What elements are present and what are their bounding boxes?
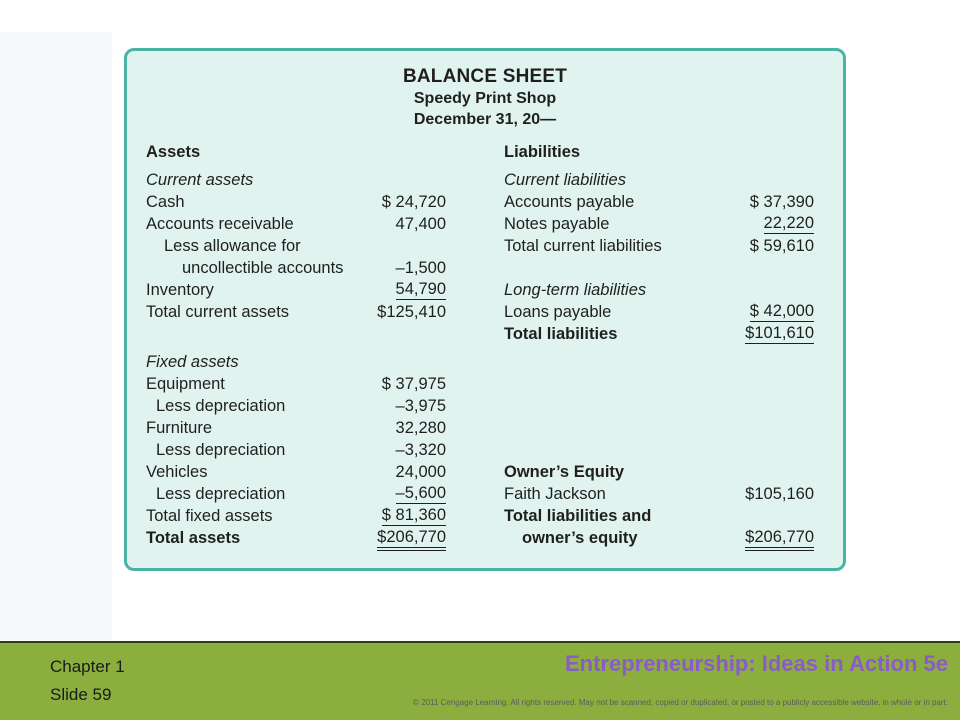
equip-dep-label: Less depreciation <box>156 397 286 415</box>
current-liabilities-heading: Current liabilities <box>504 171 626 189</box>
total-current-assets-value: $125,410 <box>377 303 446 321</box>
equipment-value: $ 37,975 <box>381 375 446 393</box>
spacer <box>146 329 446 351</box>
row-cash <box>146 191 446 213</box>
row-furniture-depreciation <box>146 439 446 461</box>
cash-value: $ 24,720 <box>381 193 446 211</box>
allowance-label-2: uncollectible accounts <box>182 259 344 277</box>
row-total-assets <box>146 527 446 549</box>
row-equipment <box>146 373 446 395</box>
fixed-assets-heading: Fixed assets <box>146 353 239 371</box>
book-title: Entrepreneurship: Ideas in Action 5e <box>564 651 948 676</box>
row-total-current-assets <box>146 301 446 329</box>
copyright-notice: © 2011 Cengage Learning. All rights reserved. May not be scanned, copied or duplicated, or posted to a publicly accessible website, in whole or in part. <box>413 698 948 707</box>
row-furniture <box>146 417 446 439</box>
row-notes-payable <box>504 213 814 235</box>
assets-column <box>146 141 446 549</box>
total-fixed-assets-label: Total fixed assets <box>146 507 273 525</box>
inventory-label: Inventory <box>146 281 214 299</box>
row-vehicles <box>146 461 446 483</box>
furn-dep-value: –3,320 <box>395 441 446 459</box>
chapter-label: Chapter 1 <box>50 657 125 676</box>
current-assets-heading: Current assets <box>146 171 254 189</box>
row-loans-payable <box>504 301 814 323</box>
ap-value: $ 37,390 <box>749 193 814 211</box>
total-liabilities-value: $101,610 <box>745 324 814 342</box>
sheet-title: BALANCE SHEET <box>402 66 568 87</box>
inventory-value: 54,790 <box>395 280 446 298</box>
total-current-assets-label: Total current assets <box>146 303 290 321</box>
sheet-header <box>127 65 843 130</box>
furniture-label: Furniture <box>146 419 213 437</box>
row-total-liab-equity-1 <box>504 505 814 527</box>
balance-sheet-card <box>124 48 846 571</box>
row-equipment-depreciation <box>146 395 446 417</box>
np-label: Notes payable <box>504 215 610 233</box>
row-vehicles-depreciation <box>146 483 446 505</box>
row-total-fixed-assets <box>146 505 446 527</box>
owners-equity-heading: Owner’s Equity <box>504 463 625 481</box>
assets-heading: Assets <box>146 143 201 161</box>
row-inventory <box>146 279 446 301</box>
furniture-value: 32,280 <box>395 419 446 437</box>
sheet-date: December 31, 20— <box>413 111 557 128</box>
row-accounts-payable <box>504 191 814 213</box>
allowance-value: –1,500 <box>395 259 446 277</box>
vehicles-label: Vehicles <box>146 463 208 481</box>
total-fixed-assets-value: $ 81,360 <box>381 506 446 524</box>
veh-dep-value: –5,600 <box>395 484 446 502</box>
liabilities-column <box>504 141 814 549</box>
total-assets-value: $206,770 <box>377 527 446 551</box>
loans-label: Loans payable <box>504 303 612 321</box>
total-liab-equity-label-2: owner’s equity <box>522 529 638 547</box>
allowance-label-1: Less allowance for <box>164 237 301 255</box>
row-total-current-liabilities <box>504 235 814 257</box>
liabilities-heading: Liabilities <box>504 143 581 161</box>
owner-label: Faith Jackson <box>504 485 606 503</box>
company-name: Speedy Print Shop <box>413 90 557 107</box>
row-allowance-2 <box>146 257 446 279</box>
row-owner <box>504 483 814 505</box>
slide-top-area <box>0 0 960 32</box>
np-value: 22,220 <box>763 214 814 232</box>
veh-dep-label: Less depreciation <box>156 485 286 503</box>
ap-label: Accounts payable <box>504 193 635 211</box>
longterm-liabilities-heading: Long-term liabilities <box>504 281 647 299</box>
row-total-liabilities <box>504 323 814 345</box>
ar-value: 47,400 <box>395 215 446 233</box>
slide-left-strip <box>0 32 112 640</box>
total-liabilities-label: Total liabilities <box>504 325 618 343</box>
slide-number: Slide 59 <box>50 685 112 704</box>
cash-label: Cash <box>146 193 185 211</box>
spacer <box>504 257 814 279</box>
total-current-liabilities-value: $ 59,610 <box>749 237 814 255</box>
spacer <box>504 345 814 461</box>
row-accounts-receivable <box>146 213 446 235</box>
furn-dep-label: Less depreciation <box>156 441 286 459</box>
slide-footer <box>0 641 960 720</box>
equip-dep-value: –3,975 <box>395 397 446 415</box>
total-liab-equity-value: $206,770 <box>745 527 814 551</box>
vehicles-value: 24,000 <box>395 463 446 481</box>
total-assets-label: Total assets <box>146 529 241 547</box>
ar-label: Accounts receivable <box>146 215 294 233</box>
loans-value: $ 42,000 <box>749 302 814 320</box>
row-total-liab-equity-2 <box>504 527 814 549</box>
total-liab-equity-label-1: Total liabilities and <box>504 507 652 525</box>
row-allowance-1 <box>146 235 446 257</box>
total-current-liabilities-label: Total current liabilities <box>504 237 662 255</box>
owner-value: $105,160 <box>745 485 814 503</box>
equipment-label: Equipment <box>146 375 225 393</box>
